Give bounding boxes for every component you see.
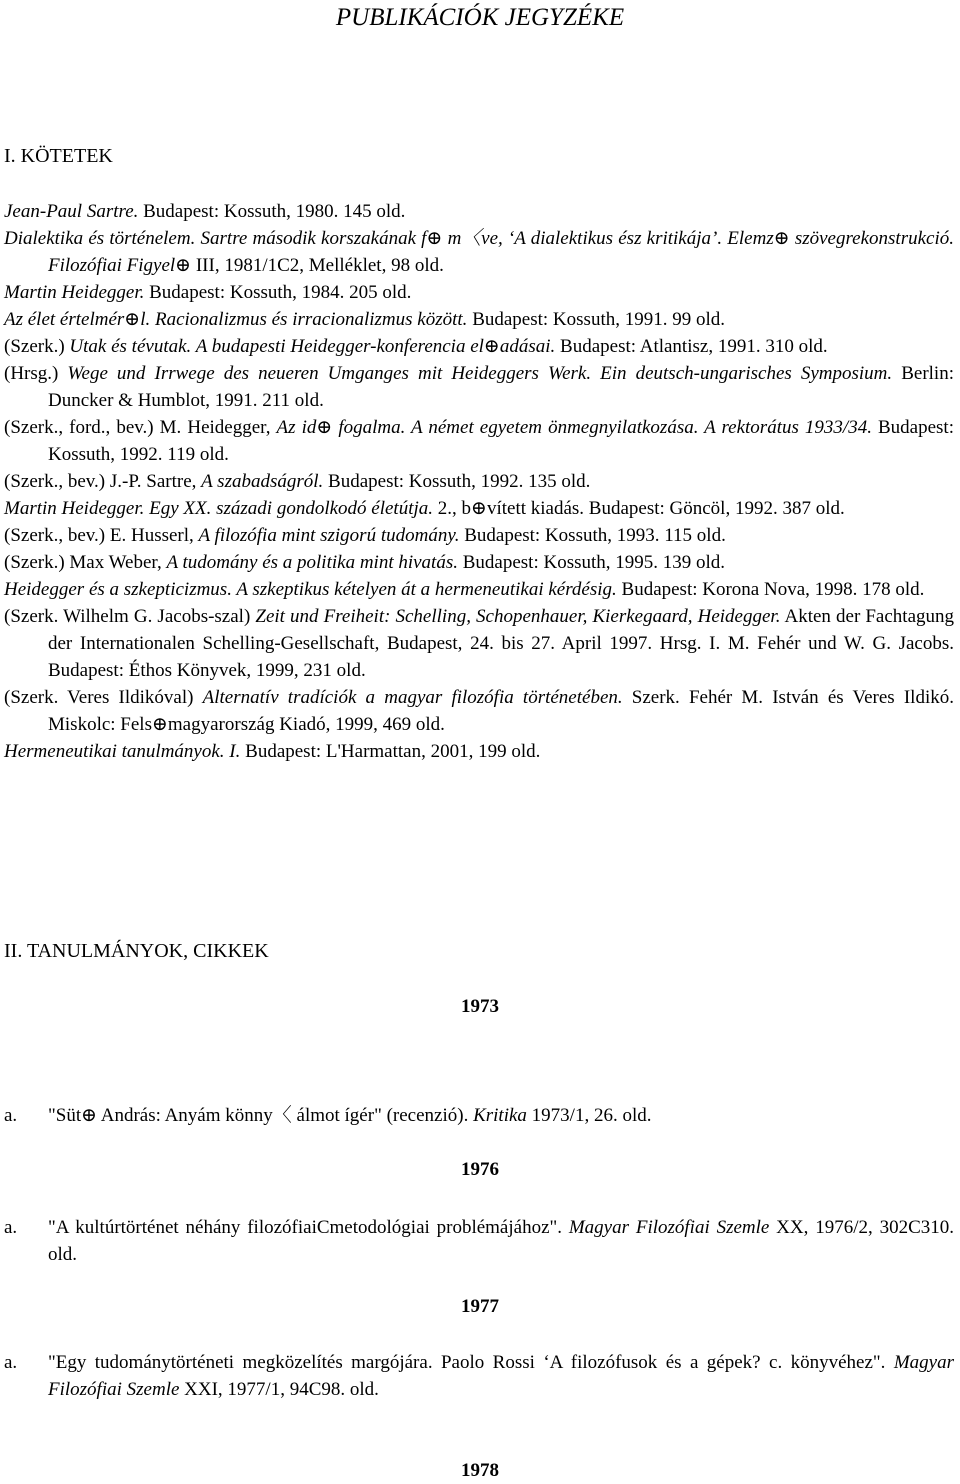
italic-title-text: Heidegger és a szkepticizmus. A szkeptikus kételyen át a hermeneutikai kérdésig. — [4, 579, 617, 600]
citation-text: (Szerk. Wilhelm G. Jacobs-szal) — [4, 606, 256, 627]
item-label: a. — [4, 1105, 18, 1126]
italic-title-text: Dialektika és történelem. Sartre második korszakának f⊕ m〈ve, ‘A dialektikus ész kritikája’. Elemz⊕ szövegrekonstrukció. Filozófiai Figyel⊕ — [4, 228, 954, 276]
italic-title-text: A szabadságról. — [201, 471, 324, 492]
italic-title-text: Az id⊕ fogalma. A német egyetem önmegnyilatkozása. A rektorátus 1933/34. — [276, 417, 872, 438]
year-heading: 1978 — [461, 1460, 499, 1481]
citation-text: "A kultúrtörténet néhány filozófiaiCmetodológiai problémájához". — [48, 1217, 569, 1238]
book-entry — [4, 684, 954, 738]
article-entry — [4, 1349, 954, 1403]
citation-text: (Szerk.) Max Weber, — [4, 552, 167, 573]
italic-title-text: Zeit und Freiheit: Schelling, Schopenhauer, Kierkegaard, Heidegger. — [255, 606, 781, 627]
citation-text: Budapest: Korona Nova, 1998. 178 old. — [616, 579, 925, 600]
citation-text: Szerk. Fehér M. István és Veres Ildikó. Miskolc: Fels⊕magyarország Kiadó, 1999, 469 old. — [48, 687, 954, 735]
citation-text: (Szerk., bev.) E. Husserl, — [4, 525, 199, 546]
article-entry — [4, 1214, 954, 1268]
citation-text: XX, 1976/2, 302C310. old. — [48, 1217, 954, 1265]
book-entry — [4, 360, 954, 414]
citation-text: Berlin: Duncker & Humblot, 1991. 211 old. — [48, 363, 954, 411]
item-label: a. — [4, 1217, 18, 1238]
book-entry — [4, 279, 954, 306]
book-entry — [4, 333, 954, 360]
book-entry — [4, 576, 954, 603]
year-heading: 1977 — [461, 1296, 499, 1317]
citation-text: Budapest: Kossuth, 1995. 139 old. — [458, 552, 726, 573]
citation-text: "Süt⊕ András: Anyám könny〈 álmot ígér" (recenzió). — [48, 1105, 474, 1126]
book-entry — [4, 495, 954, 522]
italic-title-text: Utak és tévutak. A budapesti Heidegger-konferencia el⊕adásai. — [69, 336, 556, 357]
item-label: a. — [4, 1352, 18, 1373]
citation-text: (Szerk., ford., bev.) M. Heidegger, — [4, 417, 277, 438]
citation-text: (Szerk.) — [4, 336, 70, 357]
italic-title-text: Magyar Filozófiai Szemle — [568, 1217, 770, 1238]
book-entry — [4, 522, 954, 549]
book-entry — [4, 603, 954, 684]
citation-text: Budapest: Kossuth, 1991. 99 old. — [467, 309, 725, 330]
citation-text: Akten der Fachtagung der Internationalen Schelling-Gesellschaft, Budapest, 24. bis 27. April 1997. Hrsg. I. M. Fehér und W. G. Jacobs. Budapest: Éthos Könyvek, 1999, 231 old. — [48, 606, 955, 681]
section-heading-books: I. KÖTETEK — [4, 145, 113, 167]
citation-text: Budapest: Atlantisz, 1991. 310 old. — [555, 336, 828, 357]
citation-text: XXI, 1977/1, 94C98. old. — [179, 1379, 379, 1400]
italic-title-text: Hermeneutikai tanulmányok. I. — [4, 741, 241, 762]
citation-text: (Hrsg.) — [4, 363, 68, 384]
italic-title-text: Martin Heidegger. Egy XX. századi gondolkodó életútja. — [4, 498, 434, 519]
book-entry — [4, 225, 954, 279]
citation-text: Budapest: Kossuth, 1980. 145 old. — [138, 201, 406, 222]
book-entry — [4, 198, 954, 225]
citation-text: (Szerk. Veres Ildikóval) — [4, 687, 203, 708]
italic-title-text: Martin Heidegger. — [4, 282, 145, 303]
citation-text: Budapest: L'Harmattan, 2001, 199 old. — [240, 741, 541, 762]
page-title: PUBLIKÁCIÓK JEGYZÉKE — [335, 4, 625, 31]
book-list — [4, 198, 954, 765]
italic-title-text: Magyar Filozófiai Szemle — [48, 1352, 954, 1400]
book-entry — [4, 414, 954, 468]
italic-title-text: Jean-Paul Sartre. — [4, 201, 139, 222]
book-entry — [4, 549, 954, 576]
year-heading: 1976 — [461, 1159, 499, 1180]
section-heading-articles: II. TANULMÁNYOK, CIKKEK — [4, 940, 269, 962]
citation-text: Budapest: Kossuth, 1992. 119 old. — [48, 417, 954, 465]
citation-text: Budapest: Kossuth, 1984. 205 old. — [144, 282, 412, 303]
italic-title-text: A tudomány és a politika mint hivatás. — [166, 552, 458, 573]
italic-title-text: A filozófia mint szigorú tudomány. — [198, 525, 460, 546]
book-entry — [4, 306, 954, 333]
italic-title-text: Wege und Irrwege des neueren Umganges mit Heideggers Werk. Ein deutsch-ungarisches Symposium. — [67, 363, 893, 384]
italic-title-text: Alternatív tradíciók a magyar filozófia történetében. — [202, 687, 623, 708]
citation-text: 1973/1, 26. old. — [526, 1105, 652, 1126]
citation-text: Budapest: Kossuth, 1993. 115 old. — [459, 525, 726, 546]
year-heading: 1973 — [461, 996, 499, 1017]
book-entry — [4, 468, 954, 495]
citation-text: Budapest: Kossuth, 1992. 135 old. — [323, 471, 591, 492]
citation-text: "Egy tudománytörténeti megközelítés margójára. Paolo Rossi ‘A filozófusok és a gépek? c. könyvéhez". — [48, 1352, 894, 1373]
citation-text: (Szerk., bev.) J.-P. Sartre, — [4, 471, 202, 492]
book-entry — [4, 738, 954, 765]
citation-text: 2., b⊕vített kiadás. Budapest: Göncöl, 1992. 387 old. — [433, 498, 845, 519]
citation-text: III, 1981/1C2, Melléklet, 98 old. — [191, 255, 444, 276]
italic-title-text: Kritika — [473, 1105, 527, 1126]
article-entry — [4, 1102, 954, 1129]
italic-title-text: Az élet értelmér⊕l. Racionalizmus és irracionalizmus között. — [4, 309, 468, 330]
